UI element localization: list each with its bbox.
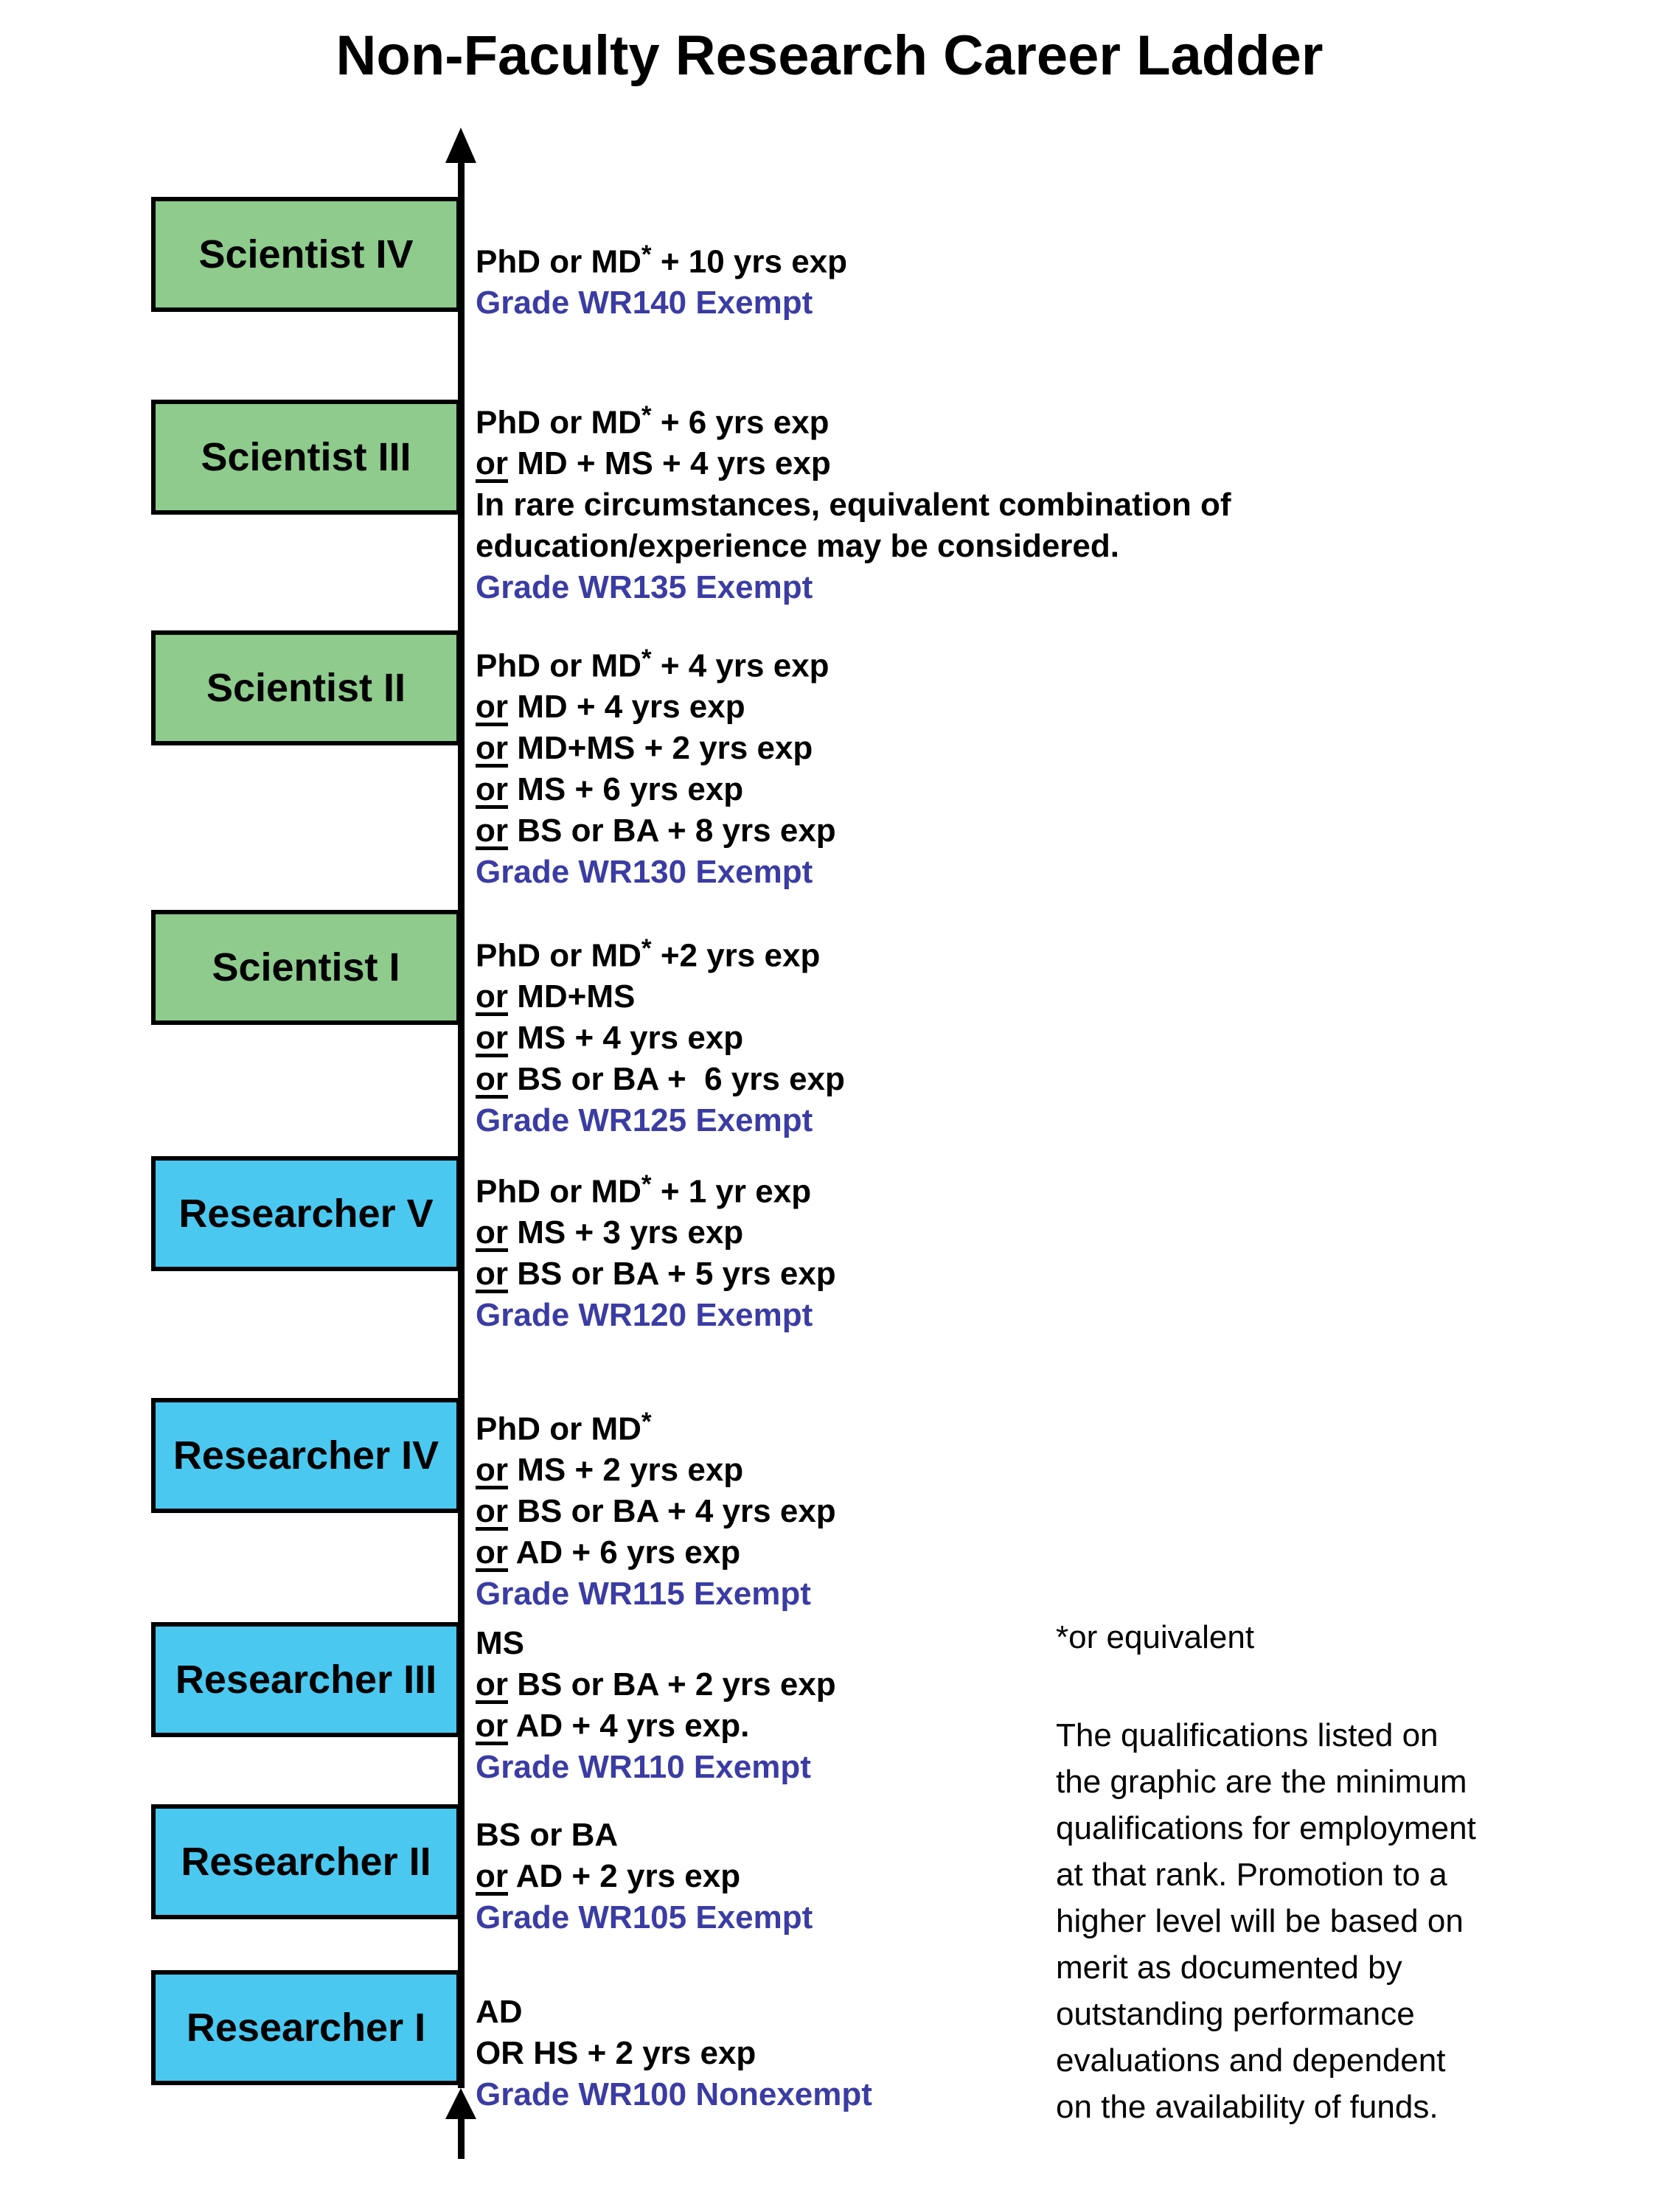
asterisk-superscript: *	[641, 401, 652, 430]
qualification-line: or MS + 6 yrs exp	[476, 771, 744, 808]
grade-line: Grade WR110 Exempt	[476, 1749, 811, 1785]
note-line: merit as documented by	[1056, 1950, 1402, 1986]
note-line: evaluations and dependent	[1056, 2042, 1446, 2079]
level-label: Researcher V	[178, 1192, 434, 1236]
underlined-or: or	[476, 1256, 508, 1293]
qualification-line: PhD or MD* + 4 yrs exp	[476, 644, 830, 684]
qualification-line: or BS or BA + 4 yrs exp	[476, 1493, 836, 1530]
qualification-line: or MS + 2 yrs exp	[476, 1452, 744, 1489]
qualification-line: PhD or MD* + 6 yrs exp	[476, 401, 830, 441]
level-box-researcher-ii	[151, 1804, 461, 1919]
underlined-or: or	[476, 1708, 508, 1744]
level-box-scientist-iii	[151, 400, 461, 515]
underlined-or: or	[476, 813, 508, 849]
level-box-researcher-iv	[151, 1398, 461, 1513]
note-line: outstanding performance	[1056, 1996, 1415, 2032]
underlined-or: or	[476, 1452, 508, 1489]
note-line: The qualifications listed on	[1056, 1717, 1439, 1753]
note-line: at that rank. Promotion to a	[1056, 1857, 1447, 1893]
qualifications-note	[1056, 1712, 1476, 2130]
qualification-line: or BS or BA + 8 yrs exp	[476, 813, 836, 849]
qualification-line: PhD or MD* + 1 yr exp	[476, 1170, 812, 1210]
underlined-or: or	[476, 1666, 508, 1703]
qualification-line: or BS or BA + 2 yrs exp	[476, 1666, 836, 1703]
qualifications-researcher-ii	[476, 1815, 813, 1938]
qualification-line: or AD + 4 yrs exp.	[476, 1708, 750, 1744]
qualifications-researcher-v	[476, 1164, 836, 1336]
qualification-line: PhD or MD*	[476, 1408, 652, 1447]
underlined-or: or	[476, 1493, 508, 1530]
level-label: Researcher II	[181, 1840, 431, 1884]
level-label: Researcher III	[175, 1658, 437, 1702]
qualification-line: MS	[476, 1625, 524, 1661]
qualifications-scientist-i	[476, 928, 845, 1141]
qualification-line: BS or BA	[476, 1817, 619, 1853]
equivalence-footnote: *or equivalent	[1056, 1619, 1255, 1655]
level-label: Researcher I	[186, 2006, 426, 2050]
qualification-line: In rare circumstances, equivalent combination of	[476, 487, 1231, 524]
grade-line: Grade WR130 Exempt	[476, 854, 813, 891]
grade-line: Grade WR120 Exempt	[476, 1297, 813, 1334]
level-box-scientist-ii	[151, 630, 461, 745]
qualification-line: or BS or BA + 6 yrs exp	[476, 1061, 845, 1098]
level-label: Scientist I	[212, 945, 400, 990]
qualification-line: education/experience may be considered.	[476, 528, 1119, 565]
qualifications-scientist-ii	[476, 639, 836, 893]
qualifications-researcher-i	[476, 1992, 872, 2115]
underlined-or: or	[476, 689, 508, 726]
level-label: Scientist IV	[198, 232, 414, 276]
grade-line: Grade WR115 Exempt	[476, 1576, 811, 1613]
qualification-line: or BS or BA + 5 yrs exp	[476, 1256, 836, 1293]
qualification-line: or AD + 2 yrs exp	[476, 1858, 741, 1894]
qualifications-researcher-iii	[476, 1623, 836, 1788]
grade-line: Grade WR135 Exempt	[476, 569, 813, 606]
grade-line: Grade WR125 Exempt	[476, 1102, 813, 1139]
asterisk-superscript: *	[641, 1170, 652, 1199]
asterisk-superscript: *	[641, 934, 652, 963]
qualification-line: PhD or MD* + 10 yrs exp	[476, 240, 848, 280]
asterisk-superscript: *	[641, 644, 652, 673]
underlined-or: or	[476, 978, 508, 1015]
level-box-scientist-iv	[151, 197, 461, 312]
level-label: Scientist II	[206, 666, 406, 710]
level-box-researcher-iii	[151, 1622, 461, 1737]
level-box-scientist-i	[151, 910, 461, 1025]
underlined-or: or	[476, 1214, 508, 1251]
grade-line: Grade WR100 Nonexempt	[476, 2076, 872, 2112]
qualification-line: or MS + 3 yrs exp	[476, 1214, 744, 1251]
ladder-axis-tail-line	[458, 2113, 465, 2159]
page-title: Non-Faculty Research Career Ladder	[335, 24, 1324, 87]
qualifications-scientist-iii	[476, 395, 1231, 608]
note-line: higher level will be based on	[1056, 1903, 1464, 1939]
qualification-line: PhD or MD* +2 yrs exp	[476, 934, 821, 974]
qualification-line: or MD + 4 yrs exp	[476, 689, 745, 726]
level-box-researcher-i	[151, 1970, 461, 2085]
qualifications-scientist-iv	[476, 234, 847, 324]
underlined-or: or	[476, 445, 508, 482]
level-box-researcher-v	[151, 1156, 461, 1271]
qualification-line: OR HS + 2 yrs exp	[476, 2035, 757, 2071]
grade-line: Grade WR140 Exempt	[476, 285, 813, 321]
grade-line: Grade WR105 Exempt	[476, 1899, 813, 1935]
underlined-or: or	[476, 1020, 508, 1057]
note-line: the graphic are the minimum	[1056, 1764, 1467, 1800]
qualification-line: or MS + 4 yrs exp	[476, 1020, 744, 1057]
underlined-or: or	[476, 771, 508, 808]
underlined-or: or	[476, 1061, 508, 1098]
level-label: Scientist III	[201, 435, 411, 479]
asterisk-superscript: *	[641, 240, 652, 269]
note-line: on the availability of funds.	[1056, 2089, 1439, 2125]
qualification-line: or MD+MS	[476, 978, 636, 1015]
qualification-line: AD	[476, 1994, 523, 2030]
qualification-line: or MD+MS + 2 yrs exp	[476, 730, 813, 767]
note-line: qualifications for employment	[1056, 1810, 1476, 1846]
underlined-or: or	[476, 730, 508, 767]
underlined-or: or	[476, 1858, 508, 1894]
level-label: Researcher IV	[173, 1433, 439, 1478]
asterisk-superscript: *	[641, 1408, 652, 1436]
qualification-line: or AD + 6 yrs exp	[476, 1534, 741, 1571]
qualifications-researcher-iv	[476, 1402, 836, 1615]
underlined-or: or	[476, 1534, 508, 1571]
qualification-line: or MD + MS + 4 yrs exp	[476, 445, 831, 482]
